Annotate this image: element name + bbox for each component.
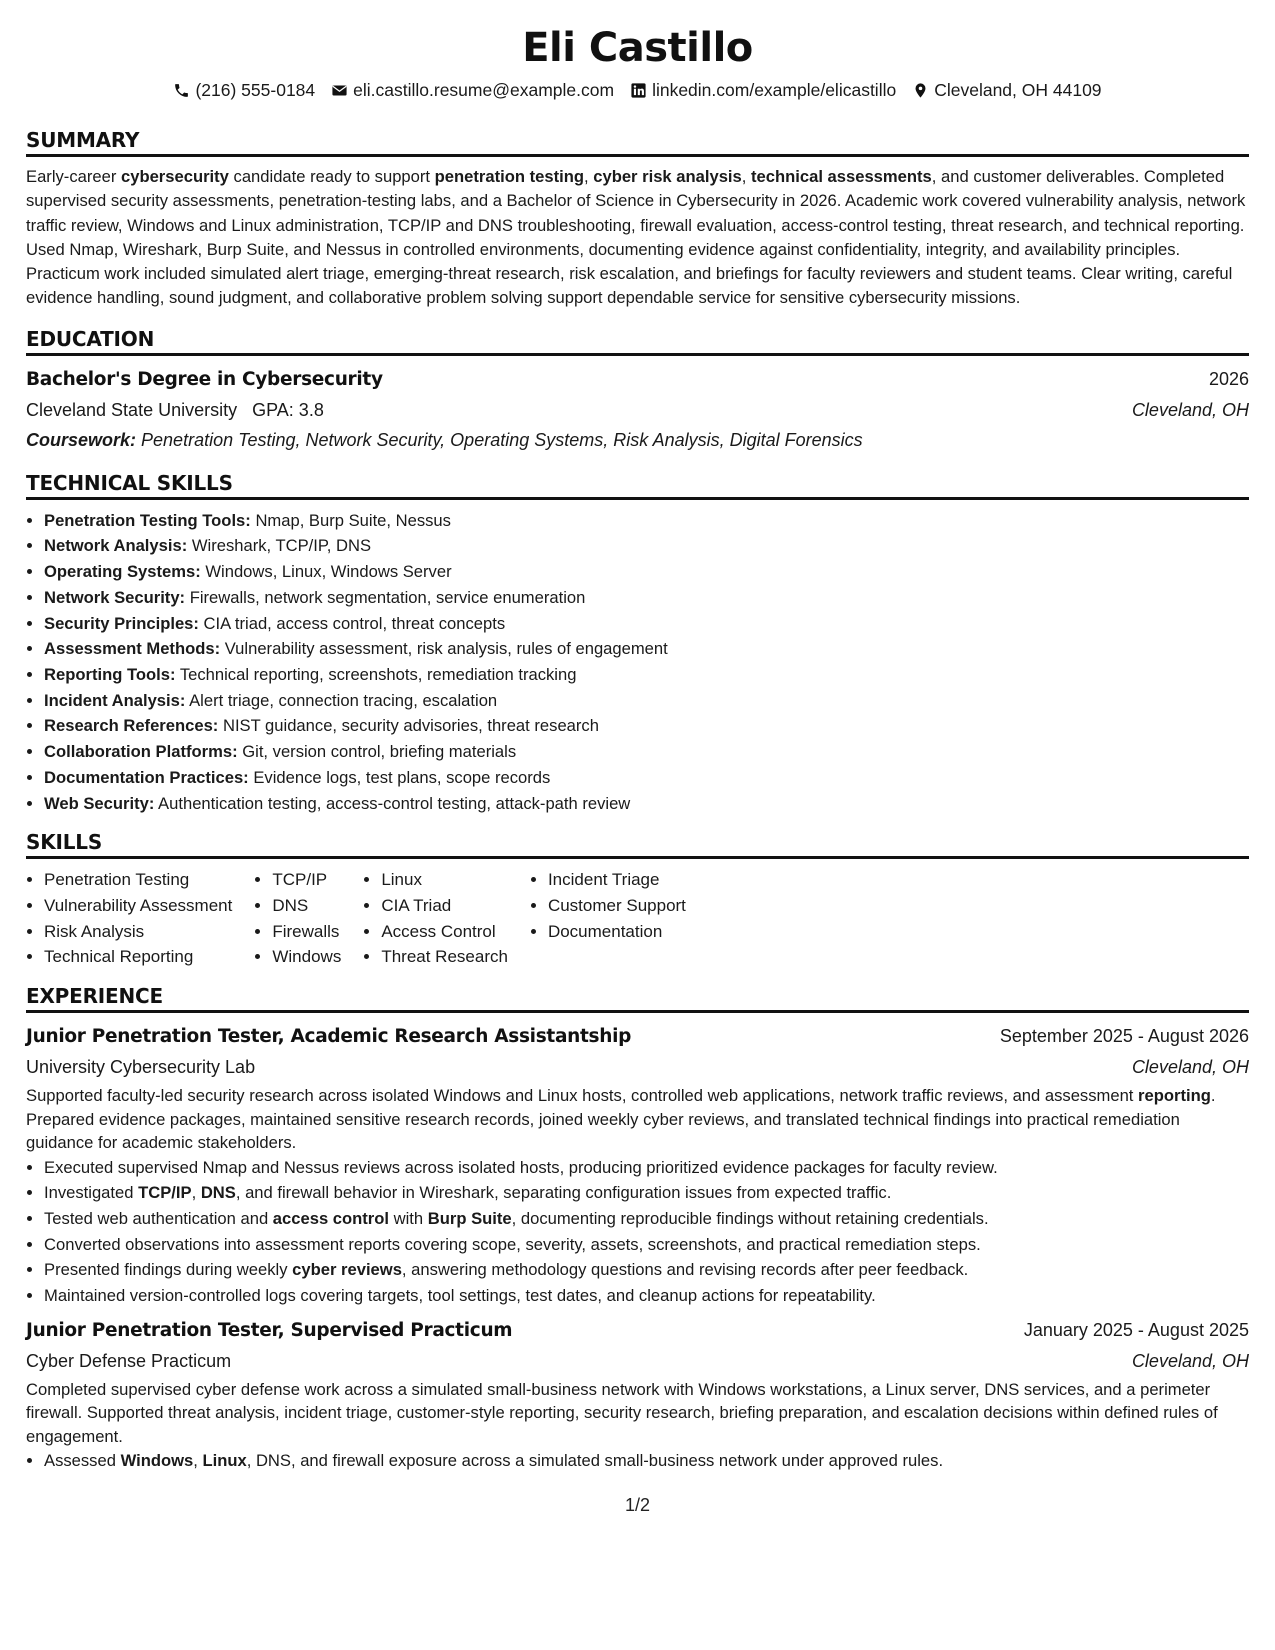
map-pin-icon <box>912 82 929 99</box>
text-run: , <box>191 1183 201 1203</box>
candidate-name: Eli Castillo <box>522 25 753 71</box>
job-title: Junior Penetration Tester, Academic Research Assistantship <box>26 1026 632 1048</box>
bold-text: penetration testing <box>434 167 584 186</box>
bold-text: Burp Suite <box>427 1208 512 1228</box>
skill-category: Network Security: <box>44 587 186 607</box>
degree-name: Bachelor's Degree in Cybersecurity <box>26 368 383 390</box>
skill-category: Documentation Practices: <box>44 767 249 787</box>
skill-category: Assessment Methods: <box>44 639 221 659</box>
bold-text: access control <box>272 1208 390 1228</box>
summary-text <box>26 165 1249 311</box>
text-run: , answering methodology questions and revising records after peer feedback. <box>401 1260 969 1280</box>
text-run: . Prepared evidence packages, maintained sensitive research records, joined weekly cyber reviews, and translated technical findings into practical remediation guidance for academic stakeholders. <box>26 1086 1216 1153</box>
coursework-line <box>26 425 1249 455</box>
location-text: Cleveland, OH 44109 <box>934 80 1102 100</box>
job-location: Cleveland, OH <box>1131 1057 1249 1078</box>
skill-values: Nmap, Burp Suite, Nessus <box>250 510 451 530</box>
job-title-row <box>26 1021 1249 1052</box>
bold-text: TCP/IP <box>138 1183 192 1203</box>
bold-text: Linux <box>202 1451 247 1471</box>
school-location: Cleveland, OH <box>1131 399 1249 420</box>
skill-category: Incident Analysis: <box>44 690 186 710</box>
skill-item: • Vulnerability Assessment <box>44 893 232 919</box>
phone-icon <box>173 82 190 99</box>
text-run: Supported faculty-led security research across isolated Windows and Linux hosts, controlled web applications, network traffic reviews, and assessment <box>26 1086 1139 1106</box>
text-run: Tested web authentication and <box>44 1208 273 1228</box>
job-location: Cleveland, OH <box>1131 1350 1249 1371</box>
job-entry <box>26 1315 1249 1474</box>
technical-skill-item <box>44 559 1249 585</box>
text-run: , documenting reproducible findings without retaining credentials. <box>511 1208 989 1228</box>
text-run: , <box>584 167 594 186</box>
bold-text: technical assessments <box>751 167 932 186</box>
contact-email[interactable] <box>331 78 614 102</box>
skill-item: • DNS <box>272 893 341 919</box>
technical-skill-item <box>44 508 1249 534</box>
technical-skill-item <box>44 611 1249 637</box>
job-bullet <box>44 1283 1249 1309</box>
bold-text: reporting <box>1138 1086 1211 1106</box>
job-description <box>26 1084 1249 1155</box>
technical-skill-item <box>44 713 1249 739</box>
technical-skills-heading: TECHNICAL SKILLS <box>26 471 1249 500</box>
skill-category: Security Principles: <box>44 613 199 633</box>
school-name: Cleveland State University <box>26 399 238 420</box>
contact-location <box>912 78 1101 102</box>
linkedin-icon <box>630 82 647 99</box>
envelope-icon <box>331 82 348 99</box>
gpa: GPA: 3.8 <box>252 399 324 420</box>
skill-item: • Firewalls <box>272 919 341 945</box>
skills-column <box>26 867 232 970</box>
bold-text: DNS <box>200 1183 236 1203</box>
job-organization: University Cybersecurity Lab <box>26 1057 256 1078</box>
text-run: with <box>389 1208 428 1228</box>
technical-skill-item <box>44 739 1249 765</box>
skill-item: • Linux <box>381 867 508 893</box>
job-bullet <box>44 1206 1249 1232</box>
skill-values: Alert triage, connection tracing, escalation <box>185 690 498 710</box>
skill-values: Authentication testing, access-control testing, attack-path review <box>154 793 631 813</box>
job-bullet <box>44 1257 1249 1283</box>
experience-section <box>26 984 1249 1474</box>
school-info <box>26 395 324 425</box>
summary-heading: SUMMARY <box>26 128 1249 157</box>
job-bullets <box>26 1448 1249 1474</box>
job-org-row <box>26 1052 1249 1082</box>
skill-values: Wireshark, TCP/IP, DNS <box>187 536 372 556</box>
text-run: Investigated <box>44 1183 139 1203</box>
bold-text: cybersecurity <box>120 167 229 186</box>
skill-values: Windows, Linux, Windows Server <box>200 562 452 582</box>
text-run: Executed supervised Nmap and Nessus reviews across isolated hosts, producing prioritized evidence packages for faculty review. <box>44 1157 998 1177</box>
technical-skill-item <box>44 585 1249 611</box>
skill-category: Research References: <box>44 716 219 736</box>
skill-item: • TCP/IP <box>272 867 341 893</box>
skill-values: NIST guidance, security advisories, threat research <box>218 716 599 736</box>
text-run: Maintained version-controlled logs covering targets, tool settings, test dates, and cleanup actions for repeatability. <box>44 1286 876 1306</box>
experience-list <box>26 1021 1249 1474</box>
skill-item: • Documentation <box>548 919 686 945</box>
skills-grid <box>26 867 1249 970</box>
summary-section <box>26 128 1249 311</box>
text-run: , <box>741 167 751 186</box>
skill-values: Firewalls, network segmentation, service enumeration <box>185 587 586 607</box>
experience-heading: EXPERIENCE <box>26 984 1249 1013</box>
technical-skill-item <box>44 662 1249 688</box>
skill-item: • Threat Research <box>381 944 508 970</box>
contact-linkedin[interactable] <box>630 78 896 102</box>
contact-bar <box>26 78 1249 102</box>
phone-text: (216) 555-0184 <box>195 80 316 100</box>
text-run: , and firewall behavior in Wireshark, separating configuration issues from expected traffic. <box>235 1183 892 1203</box>
text-run: , <box>193 1451 203 1471</box>
text-run: , DNS, and firewall exposure across a simulated small-business network under approved rules. <box>246 1451 944 1471</box>
skill-values: CIA triad, access control, threat concepts <box>198 613 506 633</box>
linkedin-text: linkedin.com/example/elicastillo <box>652 80 897 100</box>
coursework-label: Coursework: <box>26 429 137 450</box>
school-row <box>26 395 1249 425</box>
bold-text: cyber reviews <box>292 1260 402 1280</box>
skill-values: Git, version control, briefing materials <box>237 742 517 762</box>
job-bullet <box>44 1180 1249 1206</box>
degree-row <box>26 364 1249 395</box>
skill-category: Penetration Testing Tools: <box>44 510 251 530</box>
bold-text: Windows <box>120 1451 194 1471</box>
skill-item: • Technical Reporting <box>44 944 232 970</box>
education-section <box>26 327 1249 455</box>
job-dates: September 2025 - August 2026 <box>999 1026 1249 1047</box>
job-bullet <box>44 1448 1249 1474</box>
email-text: eli.castillo.resume@example.com <box>353 80 615 100</box>
job-bullet <box>44 1155 1249 1181</box>
skill-category: Reporting Tools: <box>44 665 176 684</box>
skill-item: • Access Control <box>381 919 508 945</box>
text-run: Completed supervised cyber defense work across a simulated small-business network with Windows workstations, a Linux server, DNS services, and a perimeter firewall. Supported threat analysis, incident triage, customer-style reporting, security research, briefing preparation, and escalation decisions within defined rules of engagement. <box>26 1379 1218 1446</box>
skill-item: • Penetration Testing <box>44 867 232 893</box>
skill-values: Evidence logs, test plans, scope records <box>248 767 551 787</box>
technical-skill-item <box>44 791 1249 817</box>
skill-category: Network Analysis: <box>44 536 188 556</box>
skill-item: • CIA Triad <box>381 893 508 919</box>
coursework-list: Penetration Testing, Network Security, Operating Systems, Risk Analysis, Digital Forensics <box>136 429 863 450</box>
job-organization: Cyber Defense Practicum <box>26 1350 232 1371</box>
technical-skills-list <box>26 508 1249 816</box>
technical-skill-item <box>44 636 1249 662</box>
text-run: candidate ready to support <box>228 167 435 186</box>
skill-category: Collaboration Platforms: <box>44 742 238 762</box>
skill-item: • Windows <box>272 944 341 970</box>
skills-heading: SKILLS <box>26 830 1249 859</box>
text-run: Assessed <box>44 1451 121 1471</box>
skill-item: • Incident Triage <box>548 867 686 893</box>
text-run: , and customer deliverables. Completed supervised security assessments, penetration-testing labs, and a Bachelor of Science in Cybersecurity in 2026. Academic work covered vulnerability analysis, network traffic review, Windows and Linux administration, TCP/IP and DNS troubleshooting, firewall evaluation, access-control testing, threat research, and technical reporting. Used Nmap, Wireshark, Burp Suite, and Nessus in controlled environments, documenting evidence against confidentiality, integrity, and availability principles. Practicum work included simulated alert triage, emerging-threat research, risk escalation, and briefings for faculty reviewers and student teams. Clear writing, careful evidence handling, sound judgment, and collaborative problem solving support dependable service for sensitive cybersecurity missions. <box>26 167 1246 308</box>
job-bullet <box>44 1232 1249 1258</box>
skill-category: Operating Systems: <box>44 562 201 582</box>
text-run: Converted observations into assessment reports covering scope, severity, assets, screenshots, and practical remediation steps. <box>44 1234 981 1254</box>
skills-column <box>254 867 341 970</box>
graduation-year: 2026 <box>1208 368 1249 389</box>
technical-skill-item <box>44 533 1249 559</box>
job-title-row <box>26 1315 1249 1346</box>
job-org-row <box>26 1346 1249 1376</box>
job-bullets <box>26 1155 1249 1309</box>
skills-column <box>363 867 508 970</box>
bold-text: cyber risk analysis <box>593 167 742 186</box>
job-description <box>26 1378 1249 1449</box>
contact-phone <box>173 78 315 102</box>
job-title: Junior Penetration Tester, Supervised Practicum <box>26 1319 513 1341</box>
skill-category: Web Security: <box>44 793 155 813</box>
skill-item: • Customer Support <box>548 893 686 919</box>
technical-skill-item <box>44 765 1249 791</box>
job-dates: January 2025 - August 2025 <box>1023 1319 1249 1340</box>
text-run: Presented findings during weekly <box>44 1260 293 1280</box>
skill-values: Vulnerability assessment, risk analysis, rules of engagement <box>220 639 668 659</box>
technical-skills-section <box>26 471 1249 816</box>
education-heading: EDUCATION <box>26 327 1249 356</box>
skills-section <box>26 830 1249 970</box>
technical-skill-item <box>44 688 1249 714</box>
page-number: 1/2 <box>624 1495 651 1515</box>
skills-column <box>530 867 686 970</box>
skill-item: • Risk Analysis <box>44 919 232 945</box>
text-run: Early-career <box>26 167 121 186</box>
job-entry <box>26 1021 1249 1309</box>
skill-values: Technical reporting, screenshots, remediation tracking <box>175 665 577 684</box>
